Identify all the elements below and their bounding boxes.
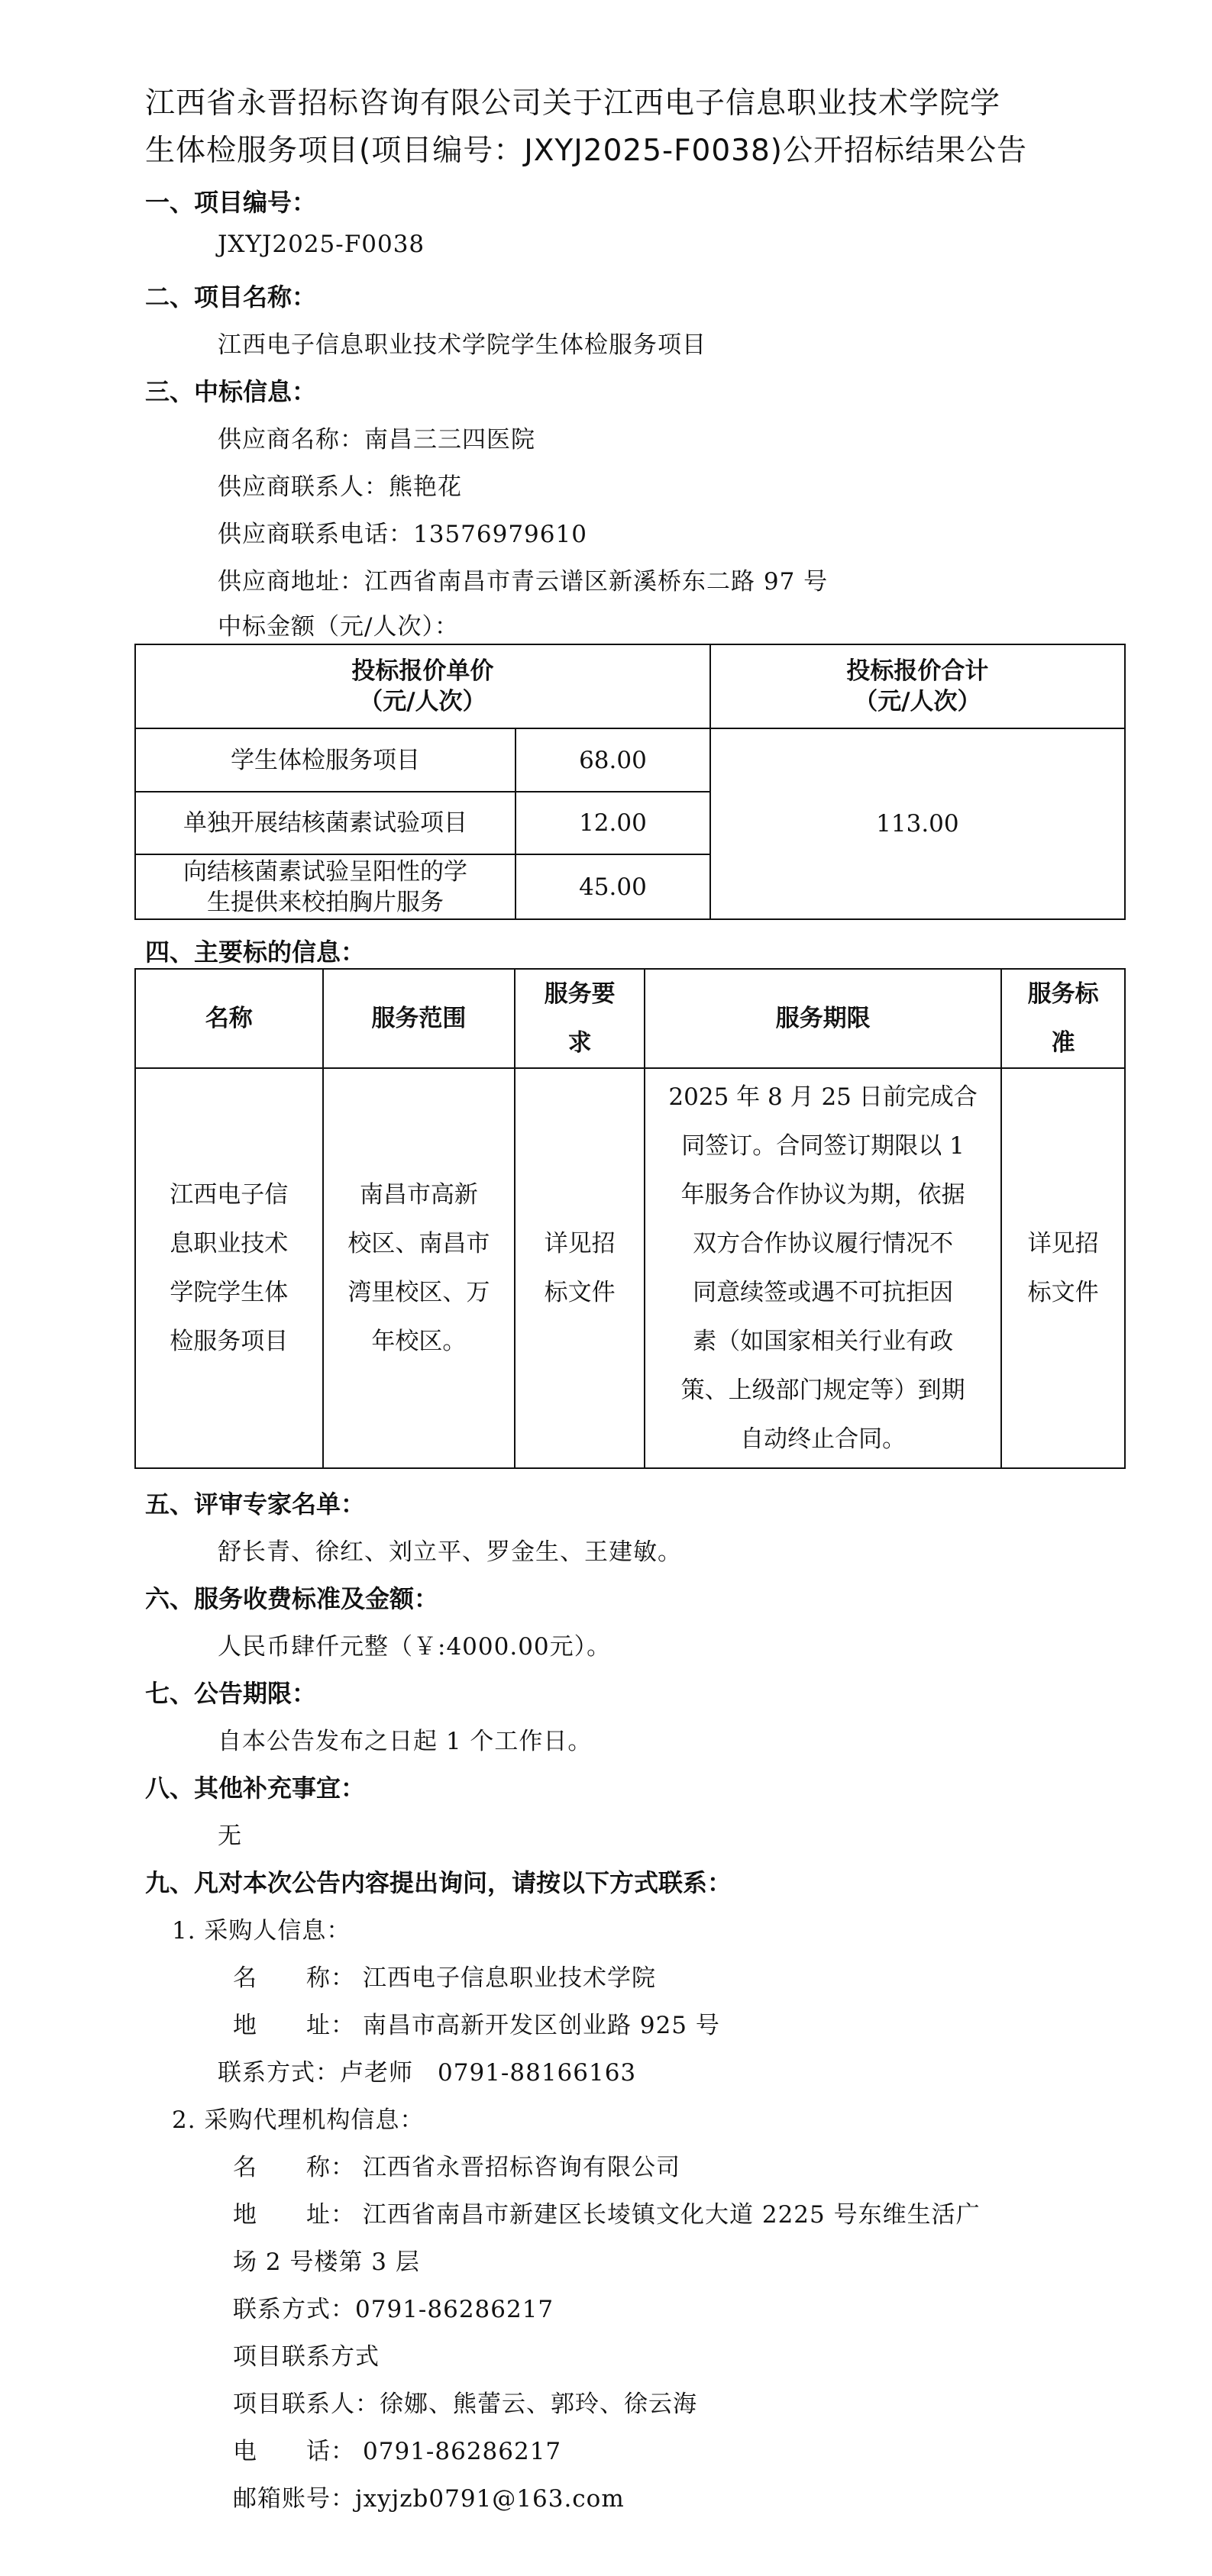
service-standard-cell: 详见招 标文件: [1001, 1068, 1125, 1468]
service-scope-cell: 南昌市高新 校区、南昌市 湾里校区、万 年校区。: [323, 1068, 516, 1468]
total-price-header: 投标报价合计 （元/人次）: [710, 644, 1125, 728]
buyer-name: 名 称： 江西电子信息职业技术学院: [233, 1964, 656, 1992]
standard-header: 服务标 准: [1001, 969, 1125, 1068]
period-header: 服务期限: [645, 969, 1001, 1068]
buyer-info-title: 1. 采购人信息：: [172, 1917, 351, 1945]
price-cell: 45.00: [516, 854, 710, 919]
scope-header: 服务范围: [323, 969, 516, 1068]
agent-address-cont: 场 2 号楼第 3 层: [233, 2248, 420, 2276]
expert-list: 舒长青、徐红、刘立平、罗金生、王建敏。: [218, 1538, 682, 1566]
section-9-heading: 九、凡对本次公告内容提出询问，请按以下方式联系：: [145, 1868, 732, 1897]
table-row: [135, 1068, 1125, 1468]
agent-info-title: 2. 采购代理机构信息：: [172, 2106, 425, 2134]
section-7-heading: 七、公告期限：: [145, 1679, 317, 1708]
supplier-phone: 供应商联系电话：13576979610: [218, 521, 587, 548]
main-subject-table: [134, 968, 1126, 1469]
section-3-heading: 三、中标信息：: [145, 377, 317, 406]
agent-contact: 联系方式：0791-86286217: [233, 2296, 554, 2323]
other-matters: 无: [218, 1822, 242, 1850]
service-period-cell: 2025 年 8 月 25 日前完成合 同签订。合同签订期限以 1 年服务合作协议为期，依据 双方合作协议履行情况不 同意续签或遇不可抗拒因 素（如国家相关行业有政 策、上级部门规定等）到期 自动终止合同。: [645, 1068, 1001, 1468]
supplier-contact: 供应商联系人：熊艳花: [218, 473, 462, 501]
section-8-heading: 八、其他补充事宜：: [145, 1774, 366, 1803]
project-contact-persons: 项目联系人：徐娜、熊蕾云、郭玲、徐云海: [233, 2390, 697, 2418]
price-cell: 12.00: [516, 792, 710, 854]
agent-name: 名 称： 江西省永晋招标咨询有限公司: [233, 2154, 680, 2181]
buyer-contact: 联系方式：卢老师 0791-88166163: [218, 2059, 637, 2087]
unit-price-header: 投标报价单价 （元/人次）: [135, 644, 710, 728]
price-cell: 68.00: [516, 728, 710, 792]
agent-address: 地 址： 江西省南昌市新建区长堎镇文化大道 2225 号东维生活广: [233, 2201, 981, 2229]
subject-header-row: [135, 969, 1125, 1068]
award-amount-label: 中标金额（元/人次）：: [218, 613, 459, 641]
section-2-heading: 二、项目名称：: [145, 282, 317, 312]
item-cell: 向结核菌素试验呈阳性的学 生提供来校拍胸片服务: [135, 854, 516, 919]
item-cell: 学生体检服务项目: [135, 728, 516, 792]
title-line-2: 生体检服务项目(项目编号：JXYJ2025-F0038)公开招标结果公告: [145, 134, 1027, 168]
project-contact-heading: 项目联系方式: [233, 2343, 380, 2371]
section-6-heading: 六、服务收费标准及金额：: [145, 1584, 439, 1613]
project-number: JXYJ2025-F0038: [218, 231, 425, 258]
supplier-name: 供应商名称：南昌三三四医院: [218, 426, 535, 454]
buyer-address: 地 址： 南昌市高新开发区创业路 925 号: [233, 2012, 720, 2039]
requirement-header: 服务要 求: [515, 969, 645, 1068]
item-cell: 单独开展结核菌素试验项目: [135, 792, 516, 854]
project-name: 江西电子信息职业技术学院学生体检服务项目: [218, 331, 706, 359]
supplier-address: 供应商地址：江西省南昌市青云谱区新溪桥东二路 97 号: [218, 568, 829, 596]
service-fee: 人民币肆仟元整（￥:4000.00元）。: [218, 1633, 612, 1661]
agent-email: 邮箱账号：jxyjzb0791@163.com: [233, 2485, 625, 2513]
bid-price-table: [134, 644, 1126, 920]
service-requirement-cell: 详见招 标文件: [515, 1068, 645, 1468]
section-4-heading: 四、主要标的信息：: [145, 938, 366, 967]
bid-table-header-row: [135, 644, 1125, 728]
notice-period: 自本公告发布之日起 1 个工作日。: [218, 1728, 593, 1755]
name-header: 名称: [135, 969, 323, 1068]
section-1-heading: 一、项目编号：: [145, 188, 317, 217]
agent-phone: 电 话： 0791-86286217: [233, 2438, 562, 2465]
table-row: [135, 728, 1125, 792]
subject-name-cell: 江西电子信 息职业技术 学院学生体 检服务项目: [135, 1068, 323, 1468]
section-5-heading: 五、评审专家名单：: [145, 1490, 366, 1519]
title-line-1: 江西省永晋招标咨询有限公司关于江西电子信息职业技术学院学: [145, 86, 1001, 121]
total-cell: 113.00: [710, 728, 1125, 919]
